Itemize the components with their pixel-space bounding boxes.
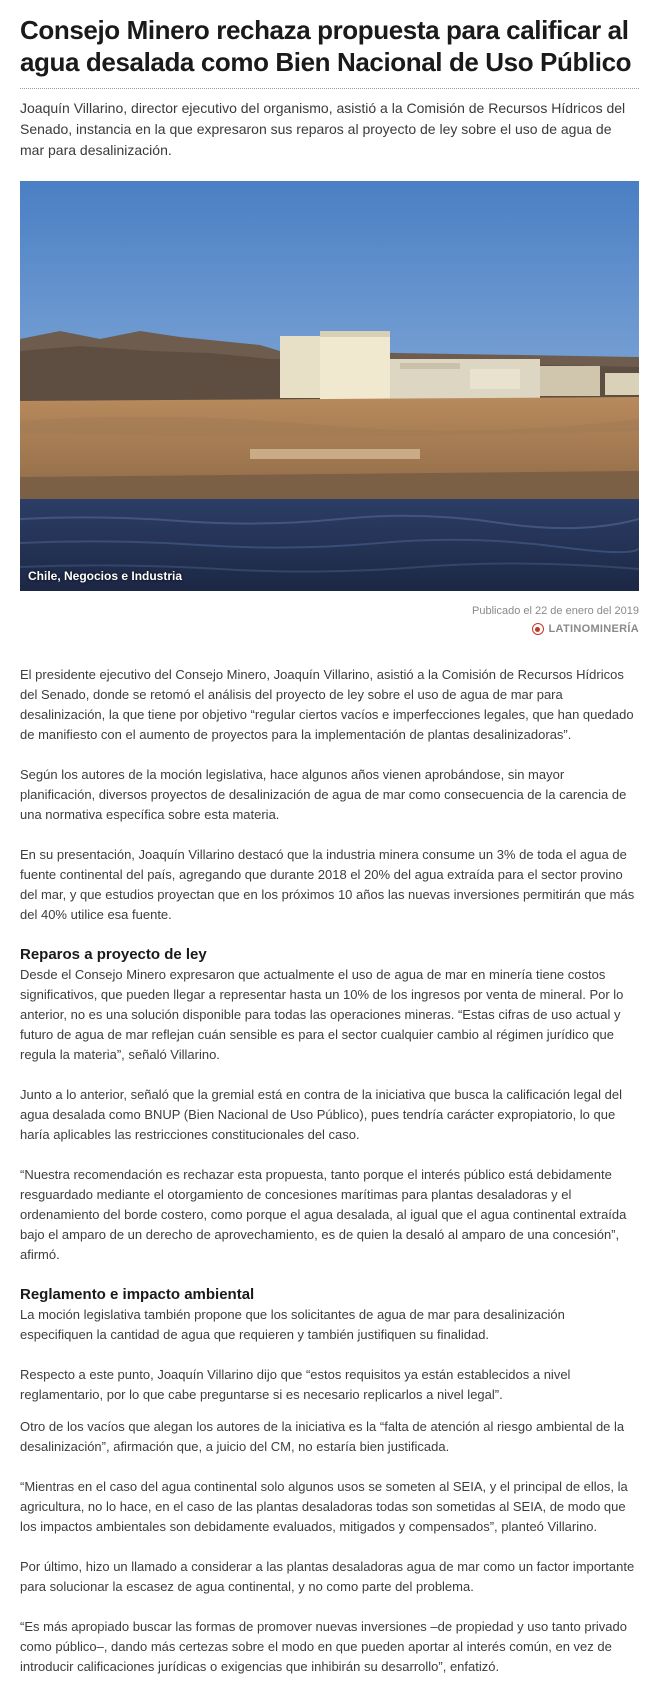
article [20, 0, 639, 1697]
article-body [20, 665, 639, 1677]
paragraph: El presidente ejecutivo del Consejo Minero, Joaquín Villarino, asistió a la Comisión de Recursos Hídricos del Senado, donde se retomó el análisis del proyecto de ley sobre el uso de agua de mar para desalinización, la que tiene por objetivo “regular ciertos vacíos e imperfecciones legales, que han quedado de manifiesto con el aumento de proyectos para la implementación de plantas desalinizadoras”. [20, 667, 634, 742]
article-photo [20, 181, 639, 591]
paragraph: La moción legislativa también propone que los solicitantes de agua de mar para desalinización especifiquen la cantidad de agua que requieren y también justifiquen su finalidad. [20, 1307, 565, 1342]
paragraph: Según los autores de la moción legislativa, hace algunos años vienen aprobándose, sin mayor planificación, diversos proyectos de desalinización de agua de mar como consecuencia de la carencia de una normativa específica sobre esta materia. [20, 767, 627, 822]
article-headline: Consejo Minero rechaza propuesta para calificar al agua desalada como Bien Nacional de Uso Público [20, 15, 632, 77]
paragraph: “Es más apropiado buscar las formas de promover nuevas inversiones –de propiedad y uso tanto privado como público–, dando más certezas sobre el modo en que pueden aportar al interés común, en vez de introducir calificaciones jurídicas o exigencias que inhibirán su desarrollo”, enfatizó. [20, 1619, 628, 1674]
paragraph: Desde el Consejo Minero expresaron que actualmente el uso de agua de mar en minería tiene costos significativos, que pueden llegar a representar hasta un 10% de los ingresos por venta de mineral. Por lo anterior, no es una solución disponible para todas las operaciones mineras. “Estas cifras de uso actual y futuro de agua de mar reflejan cuán sensible es para el sector cualquier cambio al régimen jurídico que regula la materia”, señaló Villarino. [20, 967, 624, 1062]
article-lead: Joaquín Villarino, director ejecutivo del organismo, asistió a la Comisión de Recursos Hídricos del Senado, instancia en la que expresaron sus reparos al proyecto de ley sobre el uso de agua de mar para desalinización. [20, 100, 626, 158]
paragraph: Respecto a este punto, Joaquín Villarino dijo que “estos requisitos ya están establecidos a nivel reglamentario, por lo que cabe preguntarse si es necesario replicarlos a nivel legal”. [20, 1367, 571, 1402]
headline-divider [20, 88, 639, 89]
source-logo-icon [532, 623, 544, 635]
section-heading: Reparos a proyecto de ley [20, 946, 207, 963]
article-meta [20, 603, 639, 637]
desalination-plant-photo [20, 181, 639, 591]
paragraph: “Nuestra recomendación es rechazar esta propuesta, tanto porque el interés público está debidamente resguardado mediante el otorgamiento de concesiones marítimas para plantas desaladoras y el ordenamiento del borde costero, como porque el agua desalada, al igual que el agua continental extraída bajo el amparo de un derecho de aprovechamiento, es de quien la desaló al amparo de una concesión”, afirmó. [20, 1167, 627, 1262]
image-caption: Chile, Negocios e Industria [28, 569, 183, 583]
paragraph: Otro de los vacíos que alegan los autores de la iniciativa es la “falta de atención al riesgo ambiental de la desalinización”, afirmación que, a juicio del CM, no estaría bien justificada. [20, 1419, 625, 1454]
paragraph: Por último, hizo un llamado a considerar a las plantas desaladoras agua de mar como un factor importante para solucionar la escasez de agua continental, y no como parte del problema. [20, 1559, 635, 1594]
paragraph: En su presentación, Joaquín Villarino destacó que la industria minera consume un 3% de toda el agua de fuente continental del país, agregando que durante 2018 el 20% del agua extraída para el sector provino del mar, y que estudios proyectan que en los próximos 10 años las nuevas inversiones permitirán que más del 40% utilice esa fuente. [20, 847, 635, 922]
source-name: LATINOMINERÍA [548, 623, 639, 635]
section-heading: Reglamento e impacto ambiental [20, 1286, 255, 1303]
paragraph: “Mientras en el caso del agua continental solo algunos usos se someten al SEIA, y el principal de ellos, la agricultura, no lo hace, en el caso de las plantas desaladoras todas son sometidas al SEIA, de modo que los impactos ambientales son debidamente evaluados, mitigados y compensados”, planteó Villarino. [20, 1479, 628, 1534]
source-link[interactable] [20, 621, 639, 637]
paragraph: Junto a lo anterior, señaló que la gremial está en contra de la iniciativa que busca la calificación legal del agua desalada como BNUP (Bien Nacional de Uso Público), pues tendría carácter expropiatorio, lo que haría aplicables las restricciones constitucionales del caso. [20, 1087, 622, 1142]
publish-date: Publicado el 22 de enero del 2019 [472, 605, 639, 617]
